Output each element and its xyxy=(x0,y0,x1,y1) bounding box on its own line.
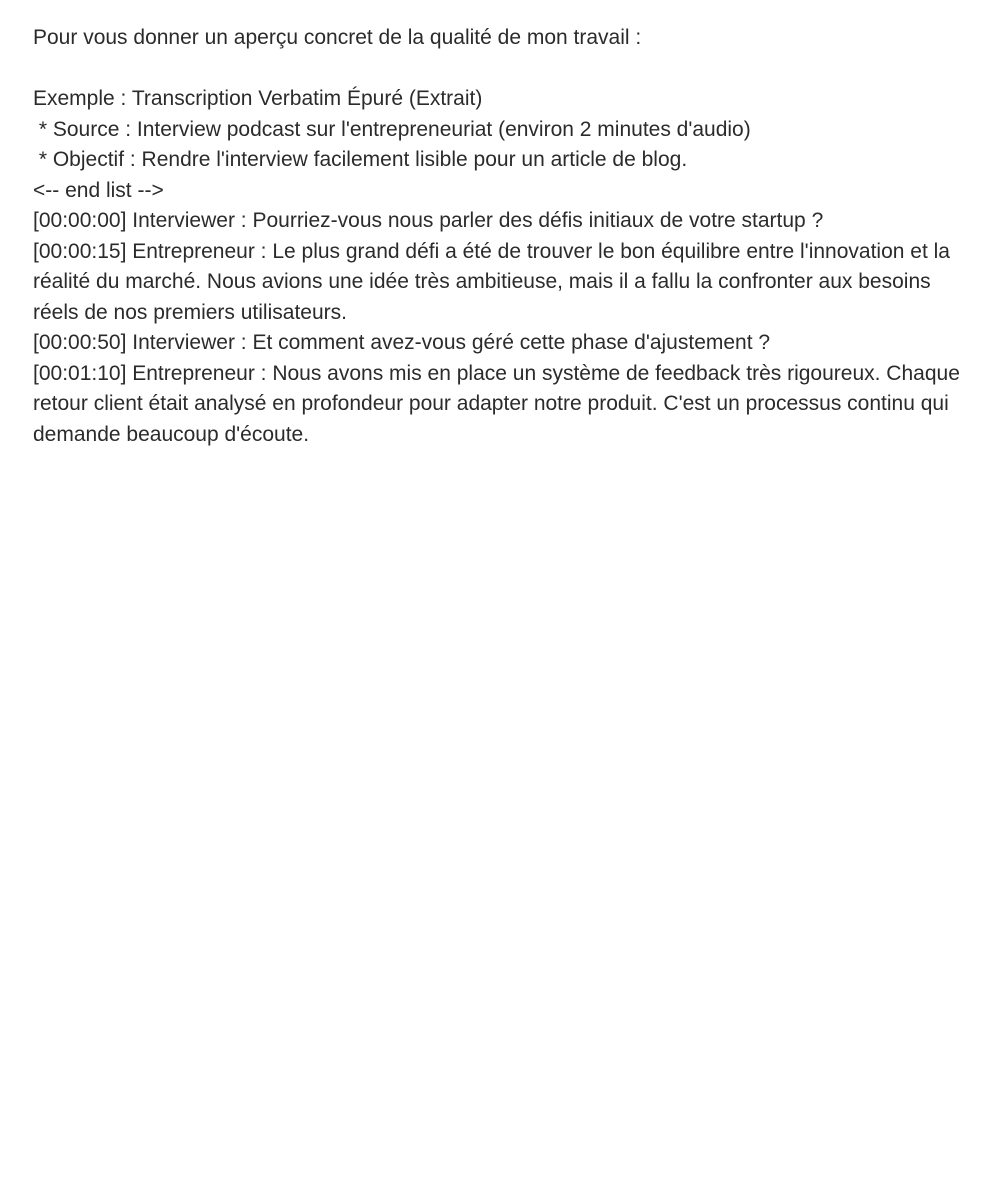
document-body xyxy=(33,23,973,450)
transcript-line-2: [00:00:15] Entrepreneur : Le plus grand défi a été de trouver le bon équilibre entre l'innovation et la réalité du marché. Nous avions une idée très ambitieuse, mais il a fallu la confronter aux besoins réels de nos premiers utilisateurs. xyxy=(33,239,956,324)
intro-text: Pour vous donner un aperçu concret de la qualité de mon travail : xyxy=(33,26,642,49)
transcript-line-1: [00:00:00] Interviewer : Pourriez-vous nous parler des défis initiaux de votre startup ? xyxy=(33,209,824,232)
transcript-line-4: [00:01:10] Entrepreneur : Nous avons mis en place un système de feedback très rigoureux. Chaque retour client était analysé en profondeur pour adapter notre produit. C'est un processus continu qui demande beaucoup d'écoute. xyxy=(33,361,966,446)
end-list-marker: <-- end list --> xyxy=(33,178,164,202)
blank-line xyxy=(33,54,973,85)
transcript-line-3: [00:00:50] Interviewer : Et comment avez-vous géré cette phase d'ajustement ? xyxy=(33,331,771,354)
list-item-objective: * Objectif : Rendre l'interview facilement lisible pour un article de blog. xyxy=(33,148,688,171)
list-item-source: * Source : Interview podcast sur l'entrepreneuriat (environ 2 minutes d'audio) xyxy=(33,117,751,141)
example-title: Exemple : Transcription Verbatim Épuré (Extrait) xyxy=(33,87,483,110)
